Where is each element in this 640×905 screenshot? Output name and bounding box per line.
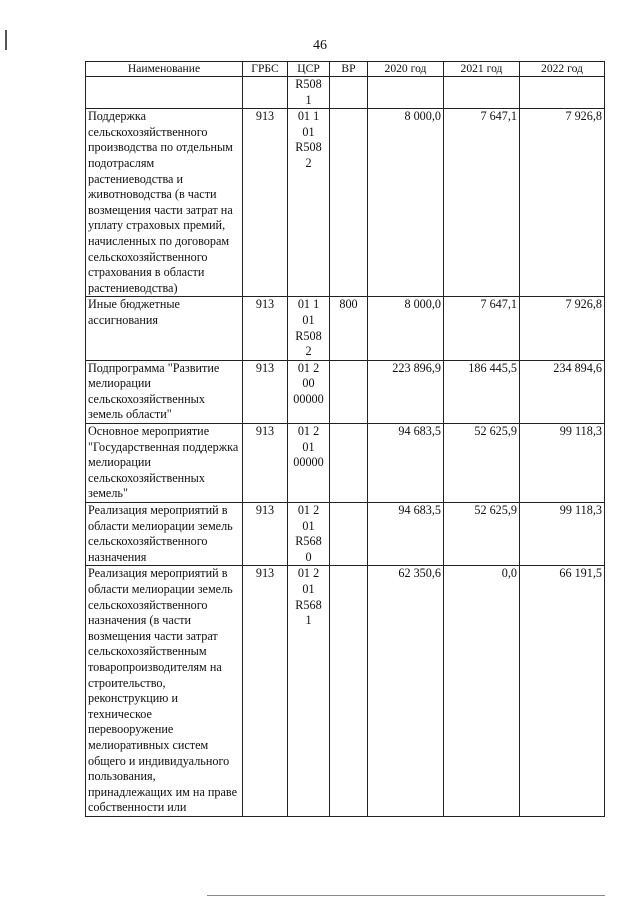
row-vr: 800: [330, 297, 368, 360]
row-csr: [288, 566, 330, 817]
csr-part: 00: [302, 376, 315, 391]
csr-part: 2: [305, 155, 312, 170]
csr-part: R568: [295, 534, 322, 549]
row-2022: 7 926,8: [520, 109, 605, 297]
table-row: [86, 297, 605, 360]
table-row: [86, 503, 605, 566]
header-csr: ЦСР: [288, 62, 330, 77]
row-name: Реализация мероприятий в области мелиорации земель сельскохозяйственного назначения: [86, 503, 243, 566]
csr-part: 01 1: [297, 297, 320, 312]
header-2020: 2020 год: [368, 62, 444, 77]
row-vr: [330, 109, 368, 297]
row-2020: 223 896,9: [368, 360, 444, 423]
row-2020: 94 683,5: [368, 503, 444, 566]
row-2020: 8 000,0: [368, 297, 444, 360]
row-2021: 7 647,1: [444, 297, 520, 360]
table-row: [86, 424, 605, 503]
csr-part: 01 2: [297, 424, 320, 439]
row-name: [86, 77, 243, 109]
csr-part: 00000: [293, 391, 324, 406]
csr-part: 01: [302, 518, 315, 533]
row-csr: [288, 503, 330, 566]
csr-part: 1: [305, 613, 312, 628]
row-grbs: [243, 77, 288, 109]
csr-part: 01: [302, 439, 315, 454]
csr-part: 01 1: [297, 109, 320, 124]
header-name: Наименование: [86, 62, 243, 77]
row-csr: [288, 297, 330, 360]
row-csr: [288, 424, 330, 503]
csr-part: 2: [305, 344, 312, 359]
row-2022: 99 118,3: [520, 424, 605, 503]
row-name: Подпрограмма "Развитие мелиорации сельскохозяйственных земель области": [86, 360, 243, 423]
table-header-row: [86, 62, 605, 77]
row-2020: [368, 77, 444, 109]
table-row: [86, 109, 605, 297]
row-2021: 0,0: [444, 566, 520, 817]
row-vr: [330, 360, 368, 423]
row-2020: 94 683,5: [368, 424, 444, 503]
row-name: Иные бюджетные ассигнования: [86, 297, 243, 360]
row-2022: 234 894,6: [520, 360, 605, 423]
csr-part: R508: [295, 328, 322, 343]
csr-part: R508: [295, 77, 322, 91]
page-number: 46: [313, 38, 327, 53]
row-vr: [330, 77, 368, 109]
table-row: [86, 360, 605, 423]
row-csr: [288, 77, 330, 109]
row-vr: [330, 566, 368, 817]
header-2021: 2021 год: [444, 62, 520, 77]
row-2022: 7 926,8: [520, 297, 605, 360]
header-vr: ВР: [330, 62, 368, 77]
row-vr: [330, 424, 368, 503]
budget-table: [85, 61, 605, 817]
row-name: Реализация мероприятий в области мелиорации земель сельскохозяйственного назначения (в части возмещения части затрат сельскохозяйственным товаропроизводителям на строительство, реконструкцию и техническое перевооружение мелиоративных систем общего и индивидуального пользования, принадлежащих им на праве собственности или: [86, 566, 243, 817]
header-2022: 2022 год: [520, 62, 605, 77]
csr-part: R508: [295, 140, 322, 155]
row-2022: 99 118,3: [520, 503, 605, 566]
row-2021: [444, 77, 520, 109]
csr-part: 01: [302, 582, 315, 596]
row-grbs: 913: [243, 297, 288, 360]
row-2021: 186 445,5: [444, 360, 520, 423]
csr-part: 1: [305, 92, 312, 107]
row-name: Поддержка сельскохозяйственного производства по отдельным подотраслям растениеводства и животноводства (в части возмещения части затрат на уплату страховых премий, начисленных по договорам сельскохозяйственного страхования в области растениеводства): [86, 109, 243, 297]
row-2022: [520, 77, 605, 109]
bottom-rule: [207, 895, 605, 896]
row-grbs: 913: [243, 424, 288, 503]
header-grbs: ГРБС: [243, 62, 288, 77]
row-2020: 8 000,0: [368, 109, 444, 297]
row-name: Основное мероприятие "Государственная поддержка мелиорации сельскохозяйственных земель": [86, 424, 243, 503]
csr-part: 00000: [293, 455, 324, 470]
row-csr: [288, 109, 330, 297]
row-2022: 66 191,5: [520, 566, 605, 817]
csr-part: 01 2: [297, 566, 320, 581]
csr-part: 01: [302, 312, 315, 327]
row-csr: [288, 360, 330, 423]
row-grbs: 913: [243, 503, 288, 566]
csr-part: R568: [295, 597, 322, 612]
table-row: [86, 566, 605, 817]
row-grbs: 913: [243, 566, 288, 817]
table-row: [86, 77, 605, 109]
row-vr: [330, 503, 368, 566]
row-2021: 52 625,9: [444, 424, 520, 503]
row-2020: 62 350,6: [368, 566, 444, 817]
row-2021: 52 625,9: [444, 503, 520, 566]
csr-part: 01: [302, 124, 315, 139]
csr-part: 0: [305, 549, 312, 564]
row-2021: 7 647,1: [444, 109, 520, 297]
row-grbs: 913: [243, 360, 288, 423]
row-grbs: 913: [243, 109, 288, 297]
csr-part: 01 2: [297, 503, 320, 518]
csr-part: 01 2: [297, 360, 320, 375]
